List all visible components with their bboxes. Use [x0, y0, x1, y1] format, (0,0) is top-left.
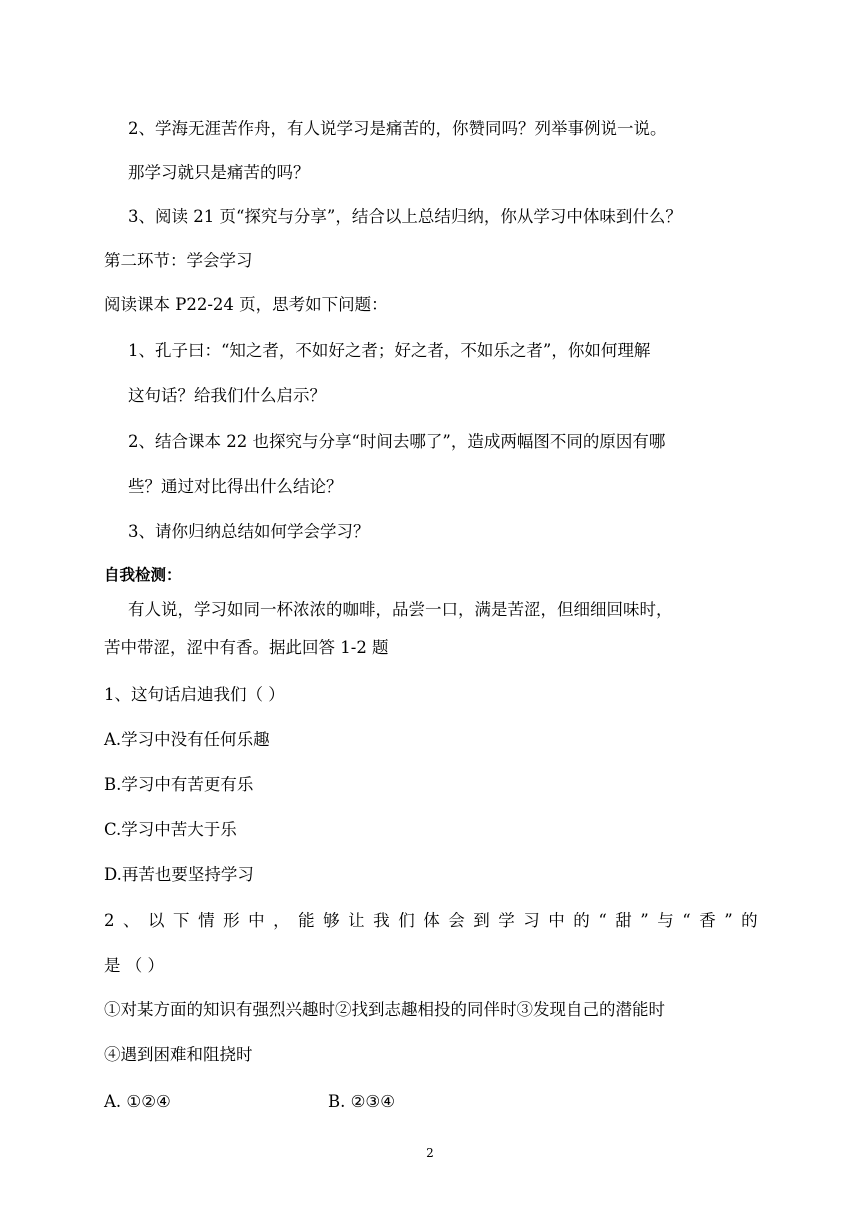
section-2-question-1-line-2: 这句话？给我们什么启示？ — [128, 386, 326, 405]
mc-question-2-stem-char: 体 — [423, 911, 440, 930]
mc-question-2-stem-char: 甜 — [615, 911, 632, 930]
mc-question-2-stem-char: 香 — [699, 911, 716, 930]
mc-question-2-stem-char: 够 — [323, 911, 340, 930]
mc-question-2-stem-char: 我 — [373, 911, 390, 930]
mc-question-2-stem-char: 学 — [498, 911, 515, 930]
mc-question-2-stem-char: 与 — [657, 911, 674, 930]
mc-question-2-stem-char: 的 — [741, 911, 758, 930]
mc-question-2-stem-char: 到 — [473, 911, 490, 930]
mc-question-2-situations-line-1: ①对某方面的知识有强烈兴趣时②找到志趣相投的同伴时③发现自己的潜能时 — [104, 1000, 665, 1019]
mc-question-2-stem-char: 2 — [104, 911, 115, 930]
mc-question-2-stem-char: 情 — [198, 911, 215, 930]
mc-question-2-option-a: A. ①②④ — [104, 1092, 171, 1111]
mc-question-2-stem-char: 会 — [448, 911, 465, 930]
mc-question-2-stem-char: 们 — [398, 911, 415, 930]
mc-question-2-stem-char: 习 — [523, 911, 540, 930]
question-2-line-1: 2、学海无涯苦作舟，有人说学习是痛苦的，你赞同吗？列举事例说一说。 — [128, 119, 667, 138]
mc-question-2-stem-char: “ — [598, 911, 607, 930]
question-3: 3、阅读 21 页“探究与分享”，结合以上总结归纳，你从学习中体味到什么？ — [128, 207, 682, 226]
mc-question-2-stem-line-2: 是 （ ） — [104, 956, 164, 975]
mc-question-2-stem-char: 中 — [548, 911, 565, 930]
section-2-question-2-line-2: 些？通过对比得出什么结论？ — [128, 477, 343, 496]
section-2-question-1-line-1: 1、孔子曰：“知之者，不如好之者；好之者，不如乐之者”，你如何理解 — [128, 341, 651, 360]
mc-question-2-stem-char: 能 — [298, 911, 315, 930]
mc-question-2-option-b: B. ②③④ — [328, 1092, 395, 1111]
mc-question-1-option-a: A.学习中没有任何乐趣 — [104, 730, 270, 749]
section-2-question-3: 3、请你归纳总结如何学会学习？ — [128, 522, 370, 541]
passage-line-1: 有人说，学习如同一杯浓浓的咖啡，品尝一口，满是苦涩，但细细回味时， — [128, 600, 673, 619]
reading-instruction: 阅读课本 P22-24 页，思考如下问题： — [104, 295, 388, 314]
page-number: 2 — [426, 1146, 434, 1160]
mc-question-2-stem-char: ” — [724, 911, 733, 930]
mc-question-2-stem-char: 让 — [348, 911, 365, 930]
mc-question-1-option-d: D.再苦也要坚持学习 — [104, 865, 254, 884]
mc-question-2-stem-char: 下 — [173, 911, 190, 930]
mc-question-2-stem-char: ， — [273, 911, 290, 930]
section-2-title: 第二环节：学会学习 — [104, 251, 253, 270]
mc-question-1-option-c: C.学习中苦大于乐 — [104, 820, 237, 839]
self-test-title: 自我检测： — [104, 566, 182, 584]
mc-question-1-stem: 1、这句话启迪我们（ ） — [104, 685, 285, 704]
mc-question-2-stem-char: 、 — [123, 911, 140, 930]
mc-question-2-stem-char: “ — [682, 911, 691, 930]
mc-question-2-situations-line-2: ④遇到困难和阻挠时 — [104, 1045, 253, 1064]
mc-question-1-option-b: B.学习中有苦更有乐 — [104, 775, 254, 794]
mc-question-2-stem-char: 中 — [248, 911, 265, 930]
mc-question-2-stem-char: ” — [640, 911, 649, 930]
passage-line-2: 苦中带涩，涩中有香。据此回答 1-2 题 — [104, 638, 389, 657]
section-2-question-2-line-1: 2、结合课本 22 也探究与分享“时间去哪了”，造成两幅图不同的原因有哪 — [128, 432, 666, 451]
mc-question-2-stem-char: 以 — [148, 911, 165, 930]
question-2-line-2: 那学习就只是痛苦的吗？ — [128, 163, 310, 182]
mc-question-2-stem-char: 形 — [223, 911, 240, 930]
mc-question-2-stem-line-1 — [104, 909, 758, 933]
mc-question-2-stem-char: 的 — [573, 911, 590, 930]
